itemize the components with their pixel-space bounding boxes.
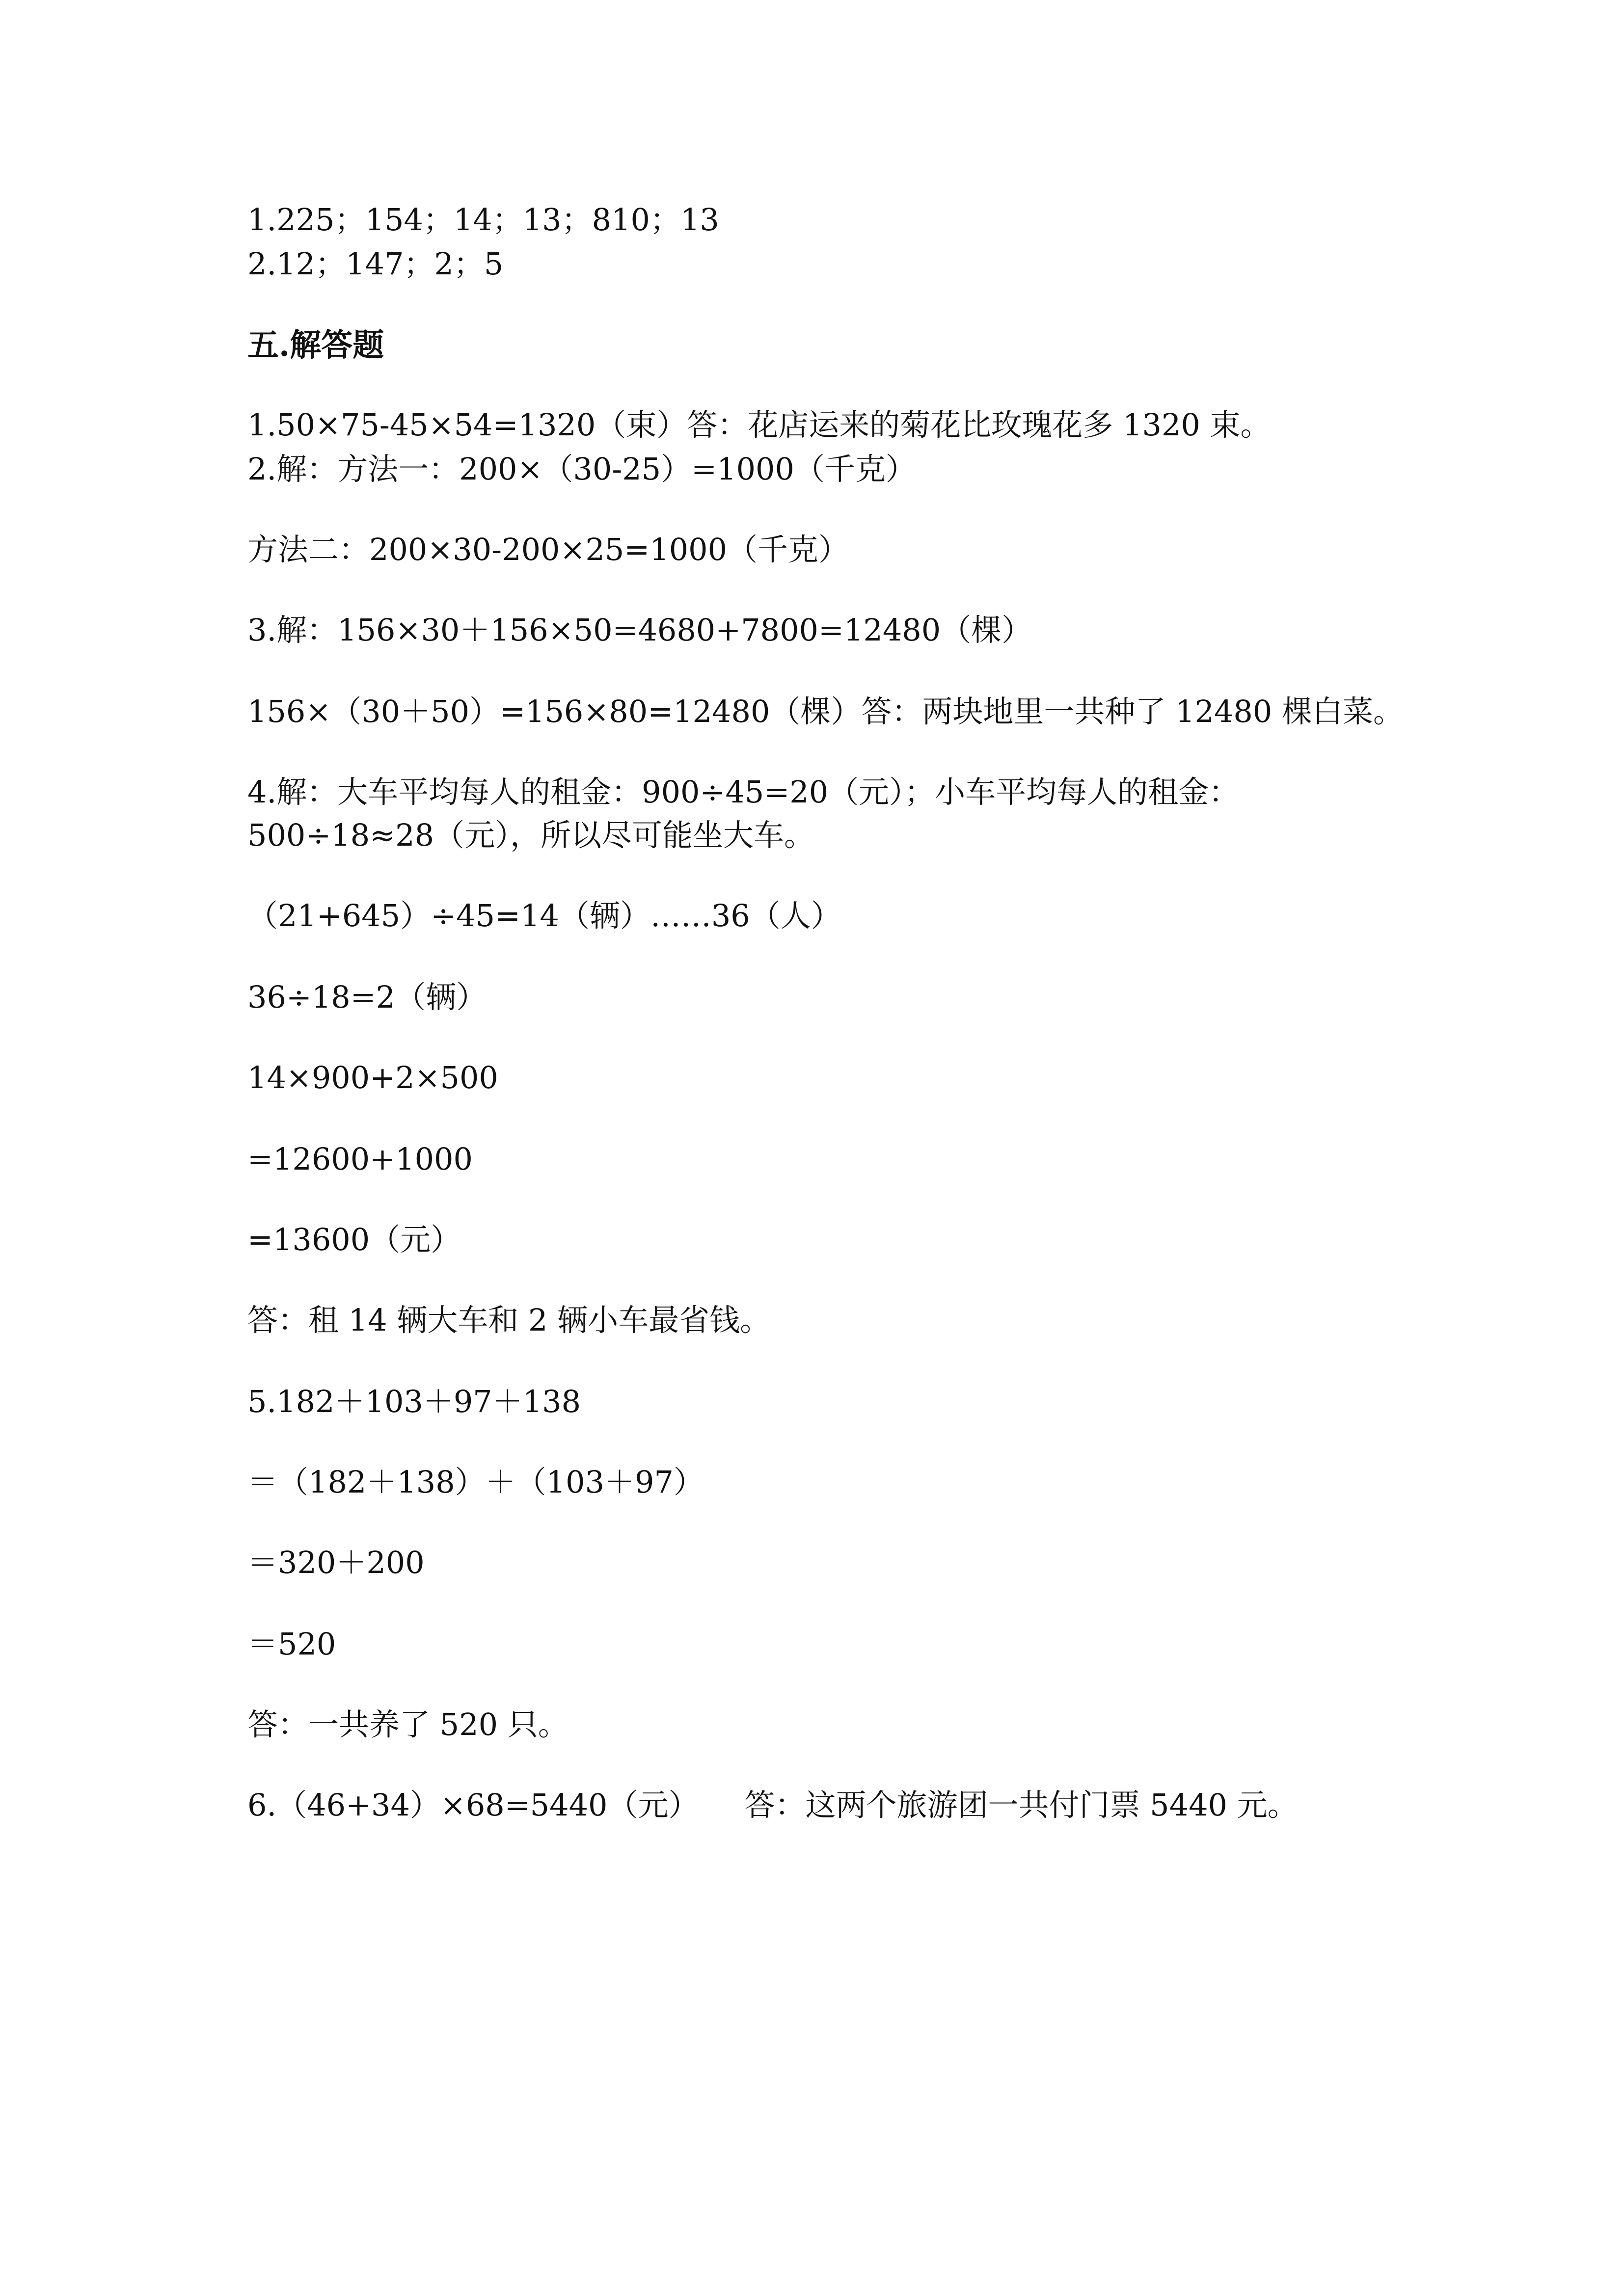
answer-6: 6.（46+34）×68=5440（元） 答：这两个旅游团一共付门票 5440 元。	[247, 1787, 1298, 1823]
section-title: 五.解答题	[247, 327, 384, 364]
answer-5-line-1: 5.182＋103＋97＋138	[247, 1384, 581, 1419]
answer-4-line-3: （21+645）÷45=14（辆）……36（人）	[247, 898, 841, 934]
answer-4-conclusion: 答：租 14 辆大车和 2 辆小车最省钱。	[247, 1302, 771, 1338]
answer-4-line-6: =12600+1000	[247, 1141, 473, 1177]
answer-5-line-4: ＝520	[247, 1626, 336, 1662]
answer-5-line-2: ＝（182＋138）＋（103＋97）	[247, 1464, 704, 1500]
answer-5-line-3: ＝320＋200	[247, 1545, 425, 1580]
answer-4-line-7: =13600（元）	[247, 1222, 461, 1257]
answer-4-line-1: 4.解：大车平均每人的租金：900÷45=20（元）；小车平均每人的租金：	[247, 774, 1240, 810]
fill-answer-line-2: 2.12；147；2；5	[247, 246, 504, 282]
answer-3-line-1: 3.解：156×30＋156×50=4680+7800=12480（棵）	[247, 612, 1032, 648]
answer-1: 1.50×75-45×54=1320（束）答：花店运来的菊花比玫瑰花多 1320 束。	[247, 407, 1271, 443]
answer-2-method-1: 2.解：方法一：200×（30-25）=1000（千克）	[247, 451, 916, 487]
answer-2-method-2: 方法二：200×30-200×25=1000（千克）	[247, 532, 849, 567]
answer-4-line-2: 500÷18≈28（元），所以尽可能坐大车。	[247, 817, 815, 853]
answer-4-line-4: 36÷18=2（辆）	[247, 979, 487, 1015]
answer-5-conclusion: 答：一共养了 520 只。	[247, 1707, 568, 1742]
answer-4-line-5: 14×900+2×500	[247, 1060, 498, 1095]
answer-3-line-2: 156×（30＋50）=156×80=12480（棵）答：两块地里一共种了 12480 棵白菜。	[247, 694, 1404, 729]
fill-answer-line-1: 1.225；154；14；13；810；13	[247, 202, 719, 238]
